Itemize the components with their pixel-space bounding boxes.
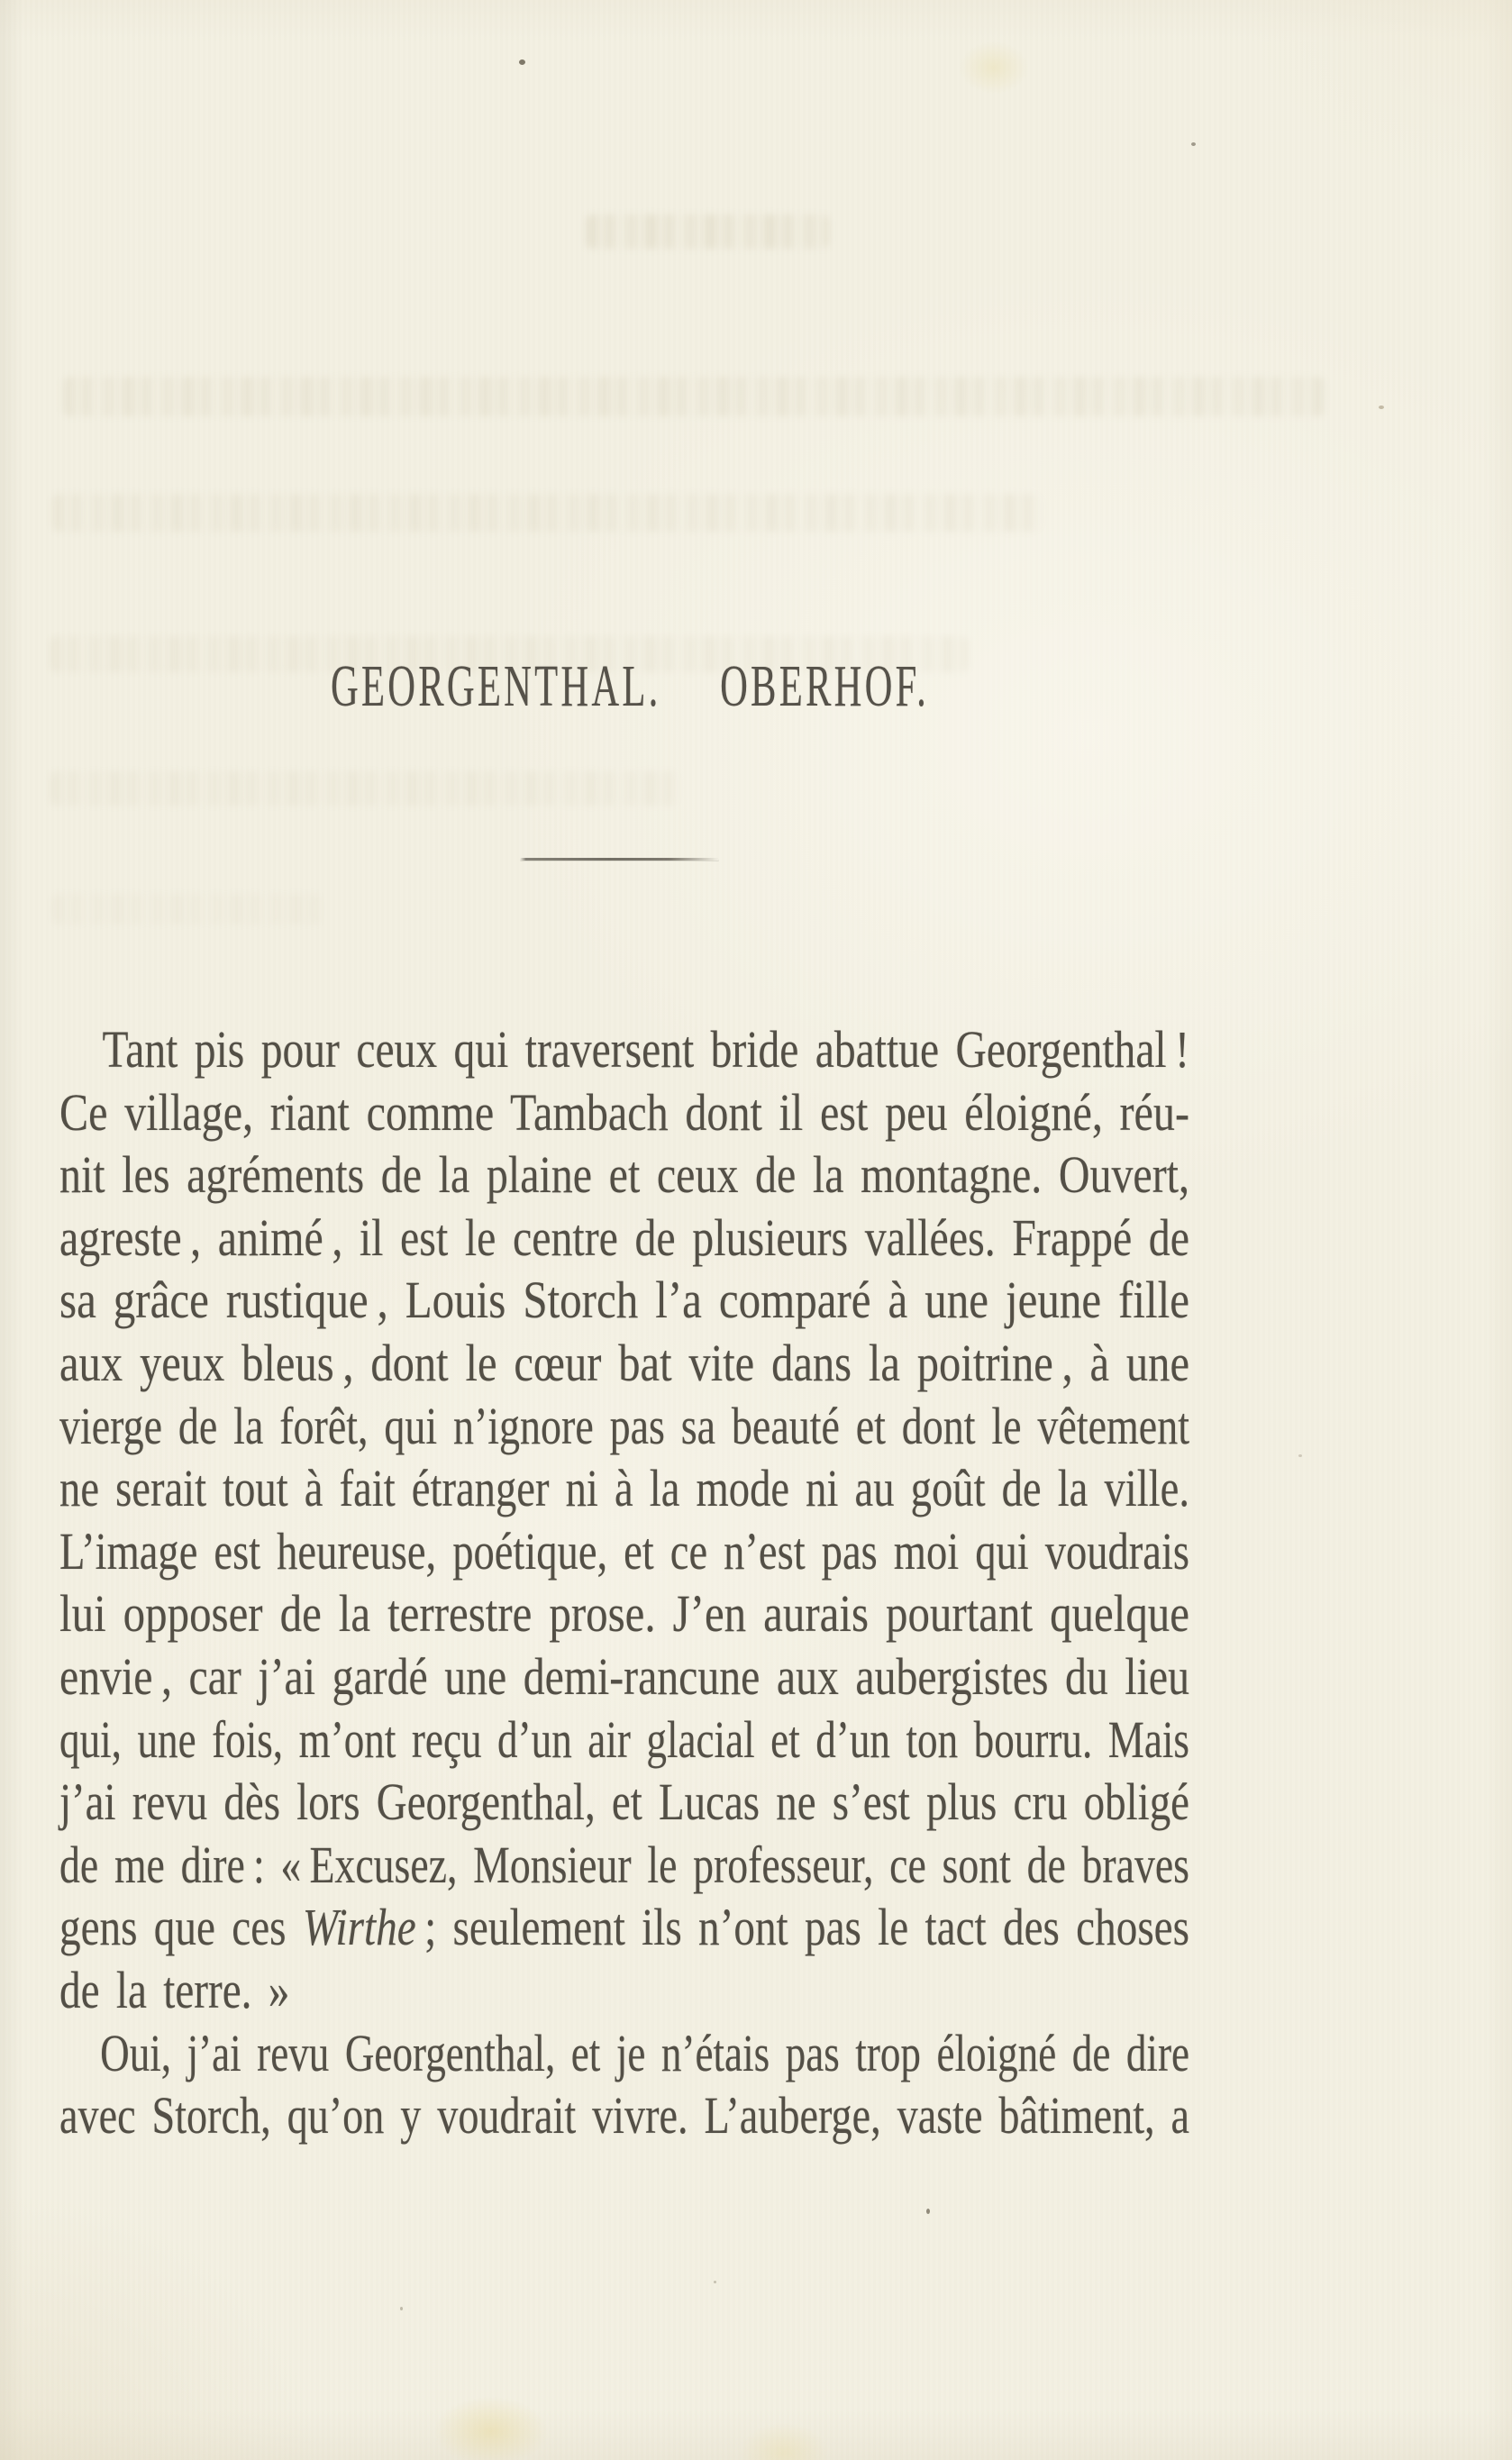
line-text: agreste , animé , il est le centre de plusieurs vallées. Frappé de xyxy=(59,1207,1189,1267)
line-text: envie , car j’ai gardé une demi-rancune aux aubergistes du lieu xyxy=(59,1646,1189,1706)
text-line xyxy=(59,2084,1189,2147)
body-text xyxy=(59,1018,1189,2147)
text-line xyxy=(59,1582,1189,1645)
bleed-through-line xyxy=(52,494,1043,532)
line-text: j’ai revu dès lors Georgenthal, et Lucas ne s’est plus cru obligé xyxy=(59,1772,1189,1832)
line-text: de la terre. » xyxy=(59,1960,290,2019)
bleed-through-heading xyxy=(586,214,829,249)
text-line xyxy=(59,1896,1189,1959)
italic-word: Wirthe xyxy=(302,1898,416,1957)
chapter-heading-row xyxy=(331,651,929,738)
ink-speck xyxy=(400,2307,403,2310)
line-text: aux yeux bleus , dont le cœur bat vite dans la poitrine , à une xyxy=(59,1333,1189,1392)
text-line xyxy=(59,1520,1189,1583)
line-text: vierge de la forêt, qui n’ignore pas sa beauté et dont le vêtement xyxy=(59,1396,1189,1455)
line-segment: ; seulement ils n’ont pas le tact des choses xyxy=(415,1898,1189,1957)
text-line xyxy=(59,1708,1189,1772)
ink-speck xyxy=(519,59,525,65)
text-line xyxy=(59,1771,1189,1834)
bleed-through-line xyxy=(52,894,323,925)
ink-speck xyxy=(1298,1454,1302,1457)
line-segment: gens que ces xyxy=(59,1898,303,1957)
ink-speck xyxy=(926,2209,930,2214)
bleed-through-line xyxy=(50,771,680,806)
line-text xyxy=(59,1896,1189,1959)
line-text: avec Storch, qu’on y voudrait vivre. L’auberge, vaste bâtiment, a xyxy=(59,2086,1189,2146)
foxing-speck xyxy=(1379,405,1384,409)
ink-speck xyxy=(714,2281,716,2283)
text-line xyxy=(59,1207,1189,1270)
text-line xyxy=(59,2022,1189,2085)
text-line xyxy=(59,1959,1189,2022)
line-text: sa grâce rustique , Louis Storch l’a comparé à une jeune fille xyxy=(59,1271,1189,1330)
text-line xyxy=(59,1081,1189,1144)
line-text: qui, une fois, m’ont reçu d’un air glacial et d’un ton bourru. Mais xyxy=(59,1709,1189,1769)
text-line xyxy=(59,1143,1189,1207)
section-divider-rule xyxy=(520,858,719,861)
chapter-title: GEORGENTHAL. OBERHOF. xyxy=(331,653,929,719)
text-line xyxy=(59,1332,1189,1395)
line-text: L’image est heureuse, poétique, et ce n’est pas moi qui voudrais xyxy=(59,1521,1189,1581)
ink-speck xyxy=(573,1613,576,1616)
text-line xyxy=(59,1269,1189,1332)
text-line xyxy=(59,1457,1189,1520)
text-line xyxy=(59,1645,1189,1708)
ink-speck xyxy=(1191,142,1196,146)
line-text: Oui, j’ai revu Georgenthal, et je n’étais pas trop éloigné de dire xyxy=(100,2023,1189,2082)
line-text: de me dire : « Excusez, Monsieur le professeur, ce sont de braves xyxy=(59,1835,1189,1894)
text-line xyxy=(59,1395,1189,1458)
text-line xyxy=(59,1018,1189,1081)
line-text: lui opposer de la terrestre prose. J’en aurais pourtant quelque xyxy=(59,1584,1189,1644)
line-text: Ce village, riant comme Tambach dont il est peu éloigné, réu- xyxy=(59,1082,1189,1142)
line-text: nit les agréments de la plaine et ceux de la montagne. Ouvert, xyxy=(59,1145,1189,1205)
bleed-through-line xyxy=(63,377,1325,416)
text-line xyxy=(59,1834,1189,1897)
line-text: ne serait tout à fait étranger ni à la mode ni au goût de la ville. xyxy=(59,1459,1189,1518)
line-text: Tant pis pour ceux qui traversent bride abattue Georgenthal ! xyxy=(102,1020,1189,1079)
